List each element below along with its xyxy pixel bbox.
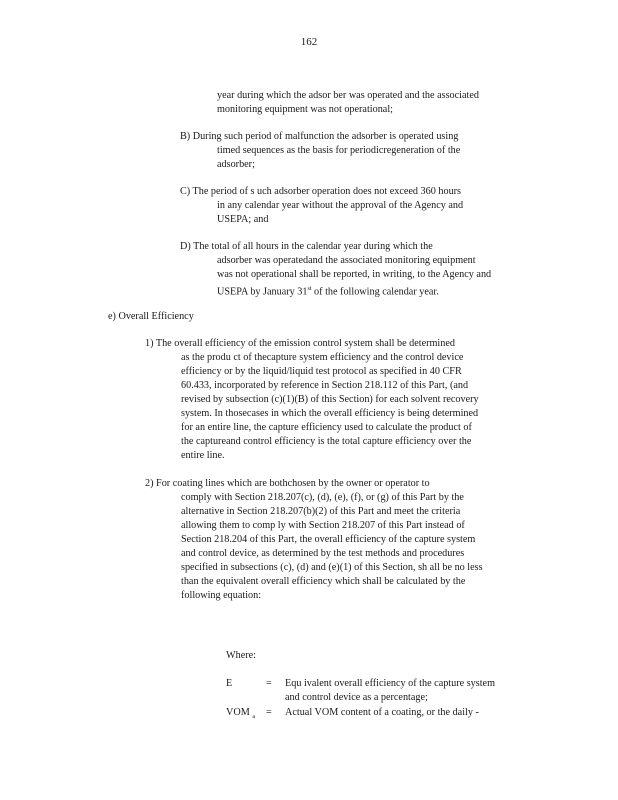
item-2-line: alternative in Section 218.207(b)(2) of this Part and meet the criteria <box>181 506 461 517</box>
item-1-line: the captureand control efficiency is the total capture efficiency over the <box>181 436 472 447</box>
ordinal-suffix: st <box>307 286 312 292</box>
item-d-text: USEPA by January 31 <box>217 286 308 298</box>
item-2-line: than the equivalent overall efficiency which shall be calculated by the <box>181 576 466 587</box>
item-2-line: 2) For coating lines which are bothchosen by the owner or operator to <box>145 478 430 489</box>
equals-sign: = <box>266 707 272 718</box>
item-2-line: comply with Section 218.207(c), (d), (e), (f), or (g) of this Part by the <box>181 492 464 503</box>
page-number: 162 <box>300 36 318 48</box>
item-2-line: Section 218.204 of this Part, the overall efficiency of the capture system <box>181 534 476 545</box>
item-d-line: D) The total of all hours in the calendar year during which the <box>180 241 433 252</box>
continuation-line: monitoring equipment was not operational; <box>217 104 393 115</box>
item-1-line: as the produ ct of thecapture system efficiency and the control device <box>181 352 464 363</box>
variable-definition: Equ ivalent overall efficiency of the capture system <box>285 678 495 689</box>
item-c-line: in any calendar year without the approval of the Agency and <box>217 200 464 211</box>
variable-definition: and control device as a percentage; <box>285 692 428 703</box>
equals-sign: = <box>266 678 272 689</box>
continuation-line: year during which the adsor ber was operated and the associated <box>217 90 479 101</box>
item-b-line: timed sequences as the basis for periodicregeneration of the <box>217 145 461 156</box>
section-heading: e) Overall Efficiency <box>108 311 194 322</box>
variable-symbol <box>226 706 255 724</box>
item-b-line: adsorber; <box>217 159 255 170</box>
item-1-line: efficiency or by the liquid/liquid test protocol as specified in 40 CFR <box>181 366 462 377</box>
item-1-line: 60.433, incorporated by reference in Section 218.112 of this Part, (and <box>181 380 469 391</box>
item-1-line: entire line. <box>181 450 225 461</box>
variable-name: VOM <box>226 707 250 718</box>
item-c-line: C) The period of s uch adsorber operation does not exceed 360 hours <box>180 186 462 197</box>
item-d-line <box>217 282 439 299</box>
variable-definition: Actual VOM content of a coating, or the daily - <box>285 707 479 718</box>
item-d-line: adsorber was operatedand the associated monitoring equipment <box>217 255 476 266</box>
item-d-text: of the following calendar year. <box>311 286 439 298</box>
item-2-line: specified in subsections (c), (d) and (e)(1) of this Section, sh all be no less <box>181 562 483 573</box>
item-1-line: system. In thosecases in which the overall efficiency is being determined <box>181 408 479 419</box>
item-2-line: and control device, as determined by the test methods and procedures <box>181 548 465 559</box>
item-2-line: following equation: <box>181 590 262 601</box>
item-d-line: was not operational shall be reported, in writing, to the Agency and <box>217 269 492 280</box>
item-c-line: USEPA; and <box>217 214 269 225</box>
variable-symbol: E <box>226 678 233 689</box>
where-label: Where: <box>226 650 256 661</box>
variable-subscript: a <box>252 714 255 721</box>
item-1-line: 1) The overall efficiency of the emission control system shall be determined <box>145 338 455 349</box>
item-1-line: for an entire line, the capture efficiency used to calculate the product of <box>181 422 472 433</box>
item-2-line: allowing them to comp ly with Section 218.207 of this Part instead of <box>181 520 465 531</box>
item-1-line: revised by subsection (c)(1)(B) of this Section) for each solvent recovery <box>181 394 479 405</box>
item-b-line: B) During such period of malfunction the adsorber is operated using <box>180 131 459 142</box>
